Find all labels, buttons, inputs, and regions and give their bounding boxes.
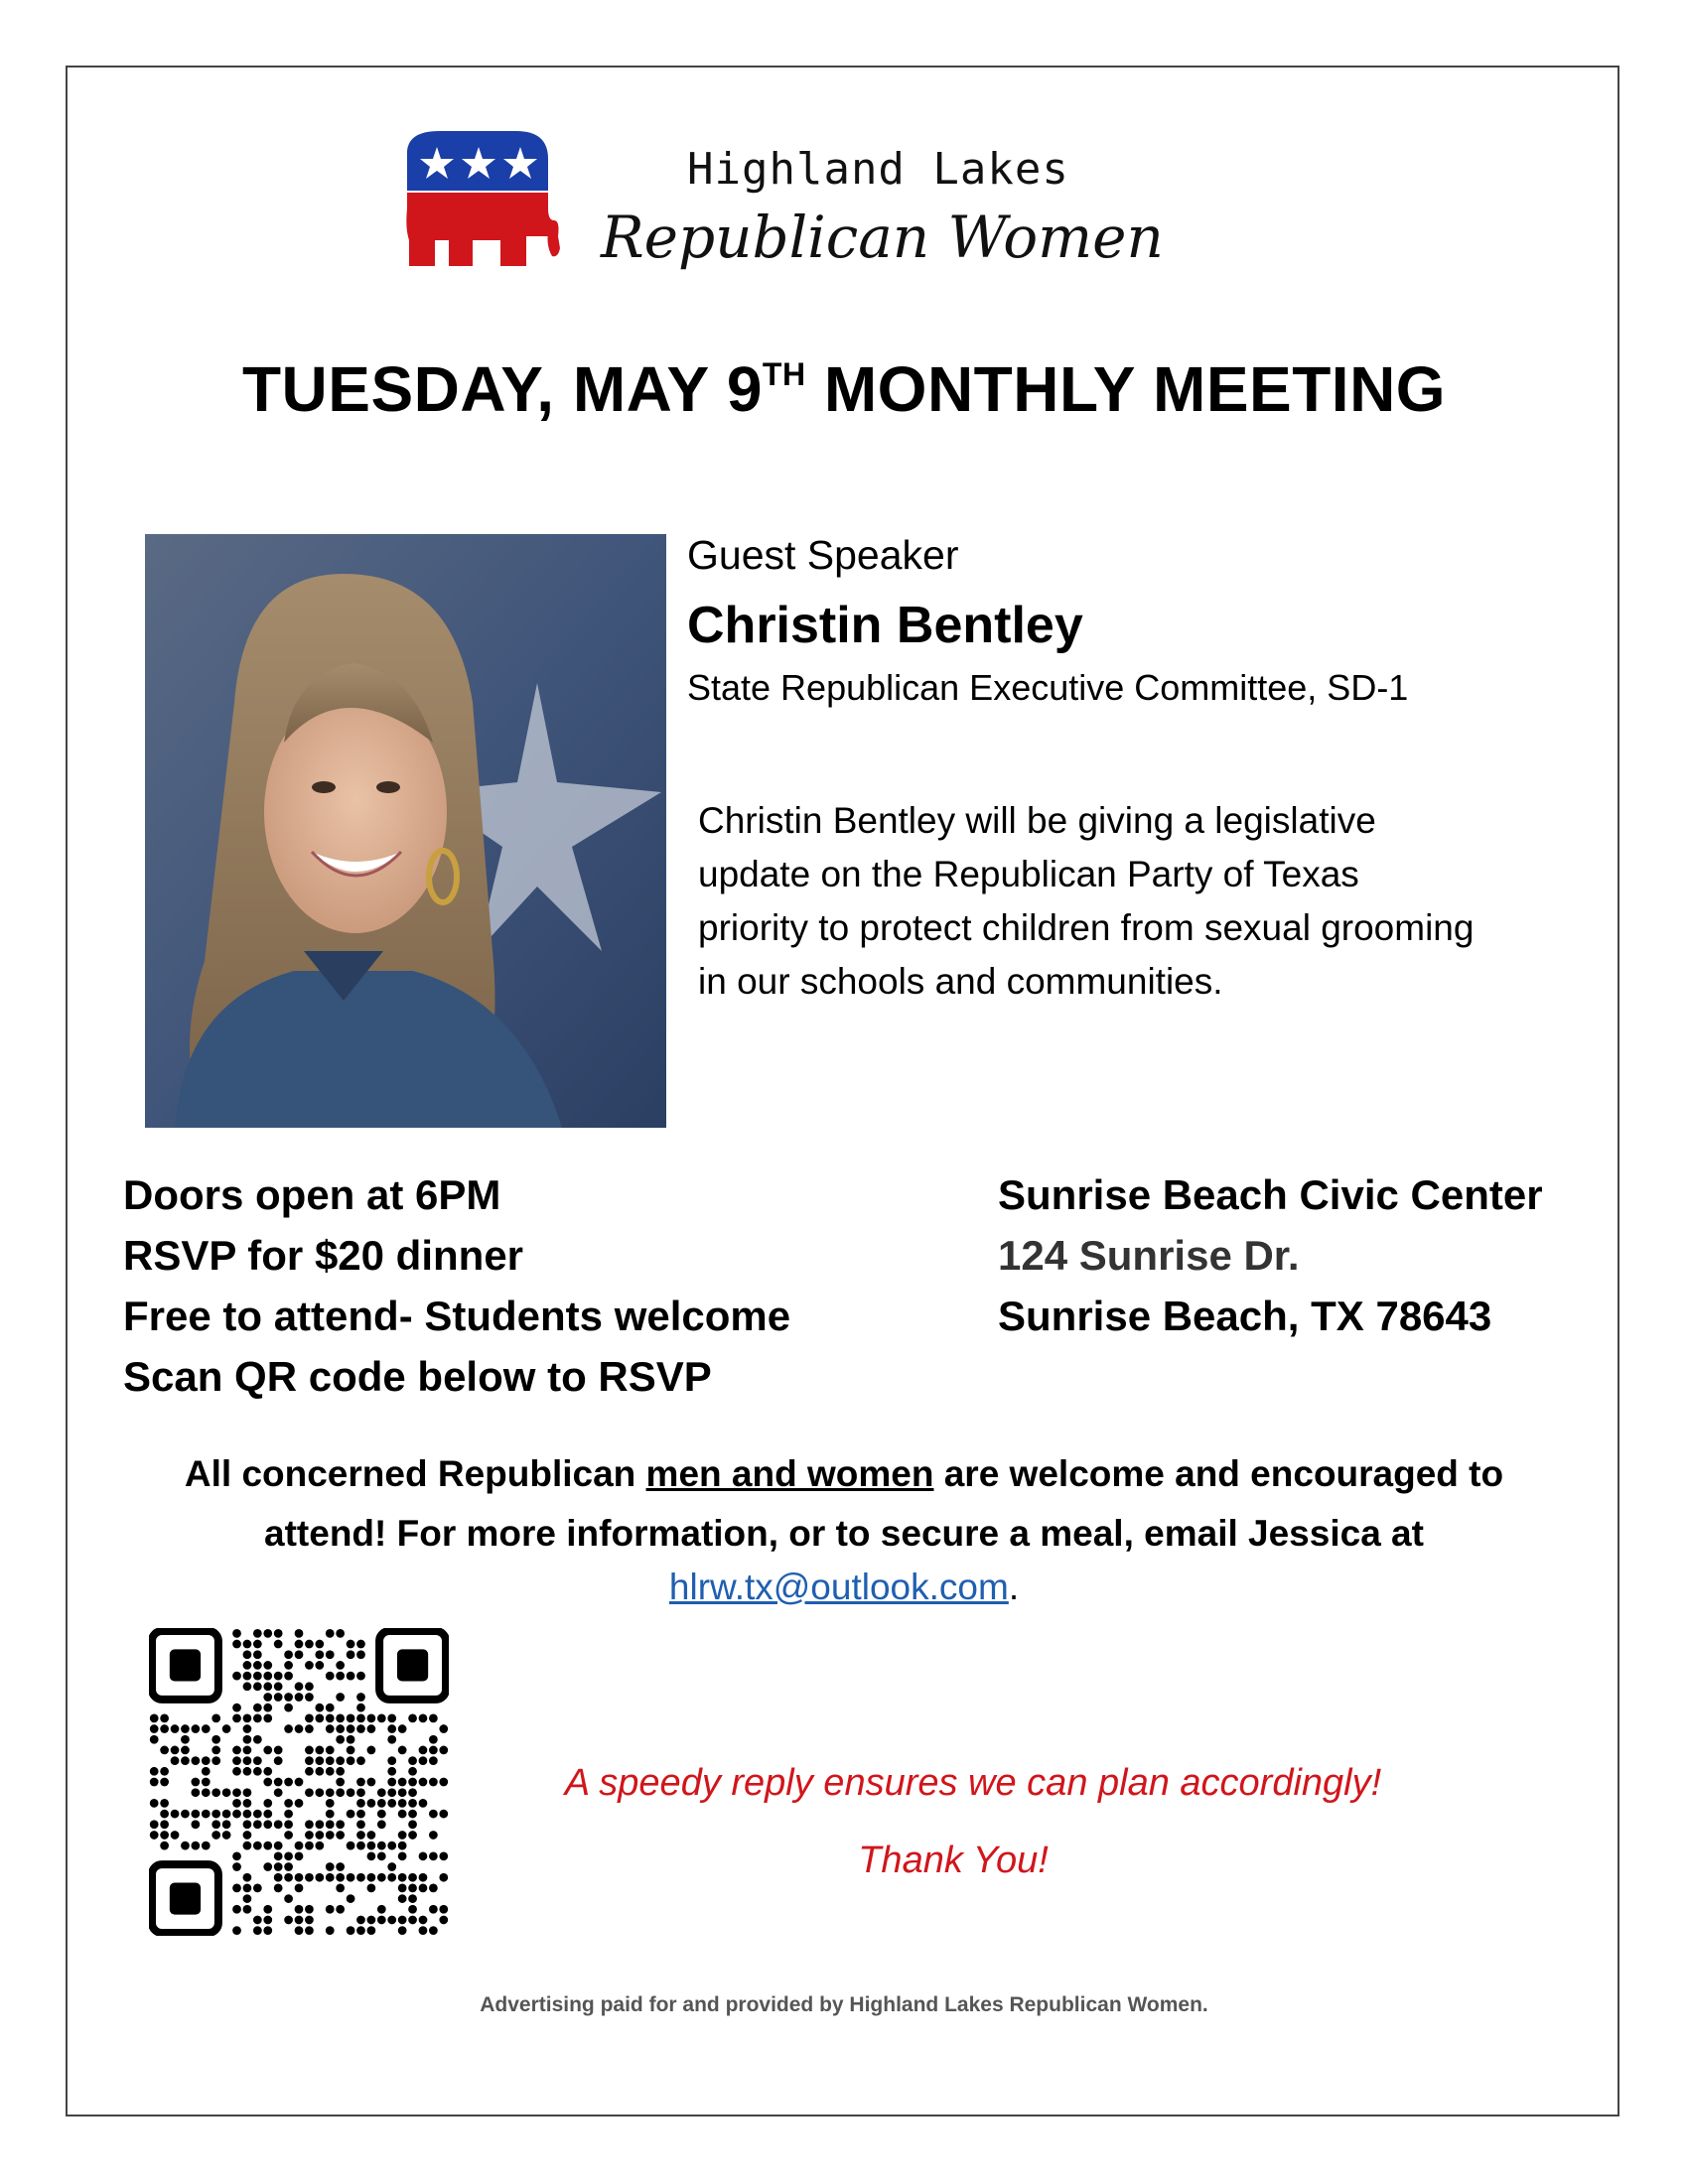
men-and-women: men and women: [645, 1453, 934, 1494]
speedy-reply: A speedy reply ensures we can plan accordingly!: [564, 1762, 1382, 1804]
description-line: priority to protect children from sexual grooming: [698, 907, 1475, 948]
speaker-description: [698, 794, 1592, 1009]
logo-line2: Republican Women: [601, 204, 1164, 271]
gop-elephant-icon: [399, 129, 563, 273]
speaker-photo: [145, 534, 666, 1128]
thank-you: Thank You!: [858, 1840, 1049, 1881]
email-link[interactable]: hlrw.tx@outlook.com: [668, 1567, 1009, 1607]
logo-line1: Highland Lakes: [687, 144, 1069, 195]
email-line: hlrw.tx@outlook.com.: [668, 1567, 1020, 1607]
doors-open: Doors open at 6PM: [123, 1171, 501, 1218]
speaker-name: Christin Bentley: [687, 597, 1083, 654]
scan-qr: Scan QR code below to RSVP: [123, 1353, 712, 1400]
venue-address2: Sunrise Beach, TX 78643: [998, 1293, 1492, 1339]
venue-block: [998, 1164, 1543, 1346]
guest-speaker-label: Guest Speaker: [687, 532, 959, 578]
description-line: update on the Republican Party of Texas: [698, 854, 1359, 894]
description-line: in our schools and communities.: [698, 961, 1223, 1002]
description-line: Christin Bentley will be giving a legislative: [698, 800, 1376, 841]
venue-name: Sunrise Beach Civic Center: [998, 1171, 1543, 1218]
event-details: [123, 1164, 790, 1407]
welcome-message: All concerned Republican men and women are welcome and encouraged to attend! For more information, or to secure a meal, email Jessica at: [184, 1453, 1504, 1554]
footer-disclaimer: Advertising paid for and provided by Highland Lakes Republican Women.: [480, 1993, 1208, 2016]
speaker-role: State Republican Executive Committee, SD-1: [687, 667, 1409, 708]
meeting-title: TUESDAY, MAY 9TH MONTHLY MEETING: [241, 353, 1447, 425]
qr-code-icon[interactable]: [149, 1628, 449, 1936]
free-attend: Free to attend- Students welcome: [123, 1293, 791, 1339]
rsvp-dinner: RSVP for $20 dinner: [123, 1232, 524, 1279]
venue-address1: 124 Sunrise Dr.: [998, 1232, 1300, 1279]
